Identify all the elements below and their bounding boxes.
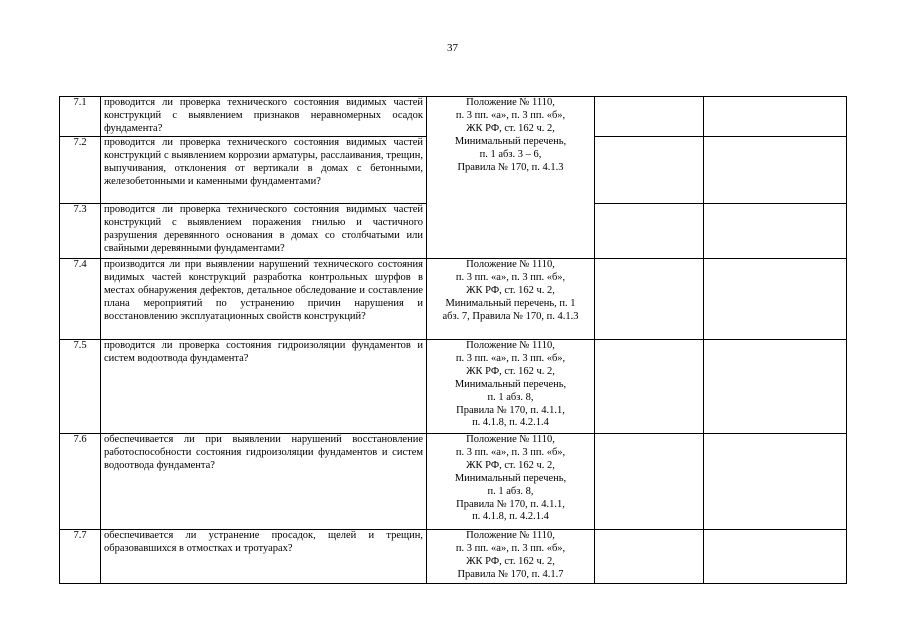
answer-cell[interactable] [595, 434, 704, 530]
answer-cell[interactable] [595, 259, 704, 340]
note-cell[interactable] [704, 204, 847, 259]
row-number: 7.6 [60, 434, 101, 530]
legal-reference: Положение № 1110, п. 3 пп. «а», п. 3 пп. «б», ЖК РФ, ст. 162 ч. 2, Минимальный перечень, п. 1 абз. 8, Правила № 170, п. 4.1.1, п. 4.1.8, п. 4.2.1.4 [427, 434, 595, 530]
legal-reference: Положение № 1110, п. 3 пп. «а», п. 3 пп. «б», ЖК РФ, ст. 162 ч. 2, Минимальный перечень, п. 1 абз. 3 – 6, Правила № 170, п. 4.1.3 [427, 97, 595, 259]
legal-reference: Положение № 1110, п. 3 пп. «а», п. 3 пп. «б», ЖК РФ, ст. 162 ч. 2, Правила № 170, п. 4.1.7 [427, 530, 595, 584]
question-text: проводится ли проверка технического состояния видимых частей конструкций с выявлением признаков неравномерных осадок фундамента? [101, 97, 427, 137]
question-text: обеспечивается ли устранение просадок, щелей и трещин, образовавшихся в отмостках и тротуарах? [101, 530, 427, 584]
note-cell[interactable] [704, 530, 847, 584]
table-row [60, 434, 847, 530]
row-number: 7.4 [60, 259, 101, 340]
row-number: 7.7 [60, 530, 101, 584]
table-row [60, 97, 847, 137]
checklist-table [59, 96, 847, 584]
table-row [60, 259, 847, 340]
row-number: 7.1 [60, 97, 101, 137]
table-row [60, 340, 847, 434]
note-cell[interactable] [704, 340, 847, 434]
question-text: производится ли при выявлении нарушений технического состояния видимых частей конструкций разработка контрольных шурфов в местах обнаружения дефектов, детальное обследование и составление плана мероприятий по устранению причин нарушения и восстановлению эксплуатационных свойств конструкций? [101, 259, 427, 340]
page-number: 37 [447, 42, 458, 54]
table-row [60, 530, 847, 584]
legal-reference: Положение № 1110, п. 3 пп. «а», п. 3 пп. «б», ЖК РФ, ст. 162 ч. 2, Минимальный перечень, п. 1 абз. 7, Правила № 170, п. 4.1.3 [427, 259, 595, 340]
answer-cell[interactable] [595, 204, 704, 259]
legal-reference: Положение № 1110, п. 3 пп. «а», п. 3 пп. «б», ЖК РФ, ст. 162 ч. 2, Минимальный перечень, п. 1 абз. 8, Правила № 170, п. 4.1.1, п. 4.1.8, п. 4.2.1.4 [427, 340, 595, 434]
row-number: 7.5 [60, 340, 101, 434]
question-text: проводится ли проверка технического состояния видимых частей конструкций с выявлением поражения гнилью и частичного разрушения деревянного основания в домах со столбчатыми или свайными деревянными фундаментами? [101, 204, 427, 259]
note-cell[interactable] [704, 434, 847, 530]
answer-cell[interactable] [595, 137, 704, 204]
note-cell[interactable] [704, 97, 847, 137]
question-text: проводится ли проверка состояния гидроизоляции фундаментов и систем водоотвода фундамента? [101, 340, 427, 434]
row-number: 7.3 [60, 204, 101, 259]
answer-cell[interactable] [595, 530, 704, 584]
row-number: 7.2 [60, 137, 101, 204]
note-cell[interactable] [704, 137, 847, 204]
note-cell[interactable] [704, 259, 847, 340]
question-text: обеспечивается ли при выявлении нарушений восстановление работоспособности состояния гидроизоляции фундаментов и систем водоотвода фундамента? [101, 434, 427, 530]
answer-cell[interactable] [595, 340, 704, 434]
question-text: проводится ли проверка технического состояния видимых частей конструкций с выявлением коррозии арматуры, расслаивания, трещин, выпучивания, отклонения от вертикали в домах с бетонными, железобетонными и каменными фундаментами? [101, 137, 427, 204]
answer-cell[interactable] [595, 97, 704, 137]
